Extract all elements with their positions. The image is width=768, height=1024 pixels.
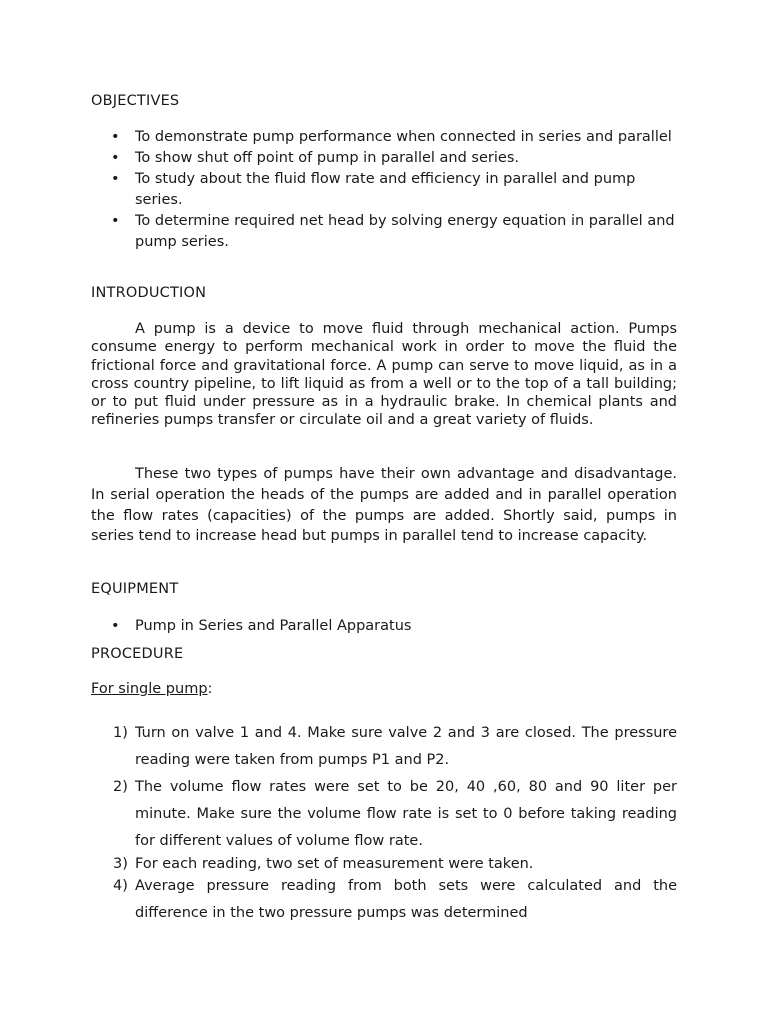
procedure-step <box>91 873 677 927</box>
step-number: 4) <box>113 878 128 894</box>
procedure-step <box>91 720 677 774</box>
step-text: For each reading, two set of measurement were taken. <box>135 856 534 872</box>
step-text: The volume flow rates were set to be 20, 40 ,60, 80 and 90 liter per minute. Make sure the volume flow rate is set to 0 before taking reading for different values of volume flow rate. <box>135 779 677 849</box>
step-text: Average pressure reading from both sets were calculated and the difference in the two pressure pumps was determined <box>135 878 677 921</box>
introduction-heading: INTRODUCTION <box>91 285 207 301</box>
objective-item: • To show shut off point of pump in parallel and series. <box>91 148 681 169</box>
step-number: 1) <box>113 725 128 741</box>
introduction-paragraph: These two types of pumps have their own advantage and disadvantage. In serial operation the heads of the pumps are added and in parallel operation the flow rates (capacities) of the pumps are added. Shortly said, pumps in series tend to increase head but pumps in parallel tend to increase capacity. <box>91 466 677 545</box>
step-number: 3) <box>113 856 128 872</box>
procedure-step <box>91 855 677 873</box>
equipment-item: • Pump in Series and Parallel Apparatus <box>91 616 681 637</box>
sub-label-suffix: : <box>207 681 213 697</box>
objective-item: • To demonstrate pump performance when connected in series and parallel <box>91 127 681 148</box>
equipment-list <box>91 616 681 637</box>
objective-item: • To determine required net head by solving energy equation in parallel and pump series. <box>91 211 681 253</box>
step-number: 2) <box>113 779 128 795</box>
objectives-heading: OBJECTIVES <box>91 93 180 109</box>
procedure-steps <box>91 720 677 927</box>
sub-label-text: For single pump <box>91 681 208 697</box>
step-text: Turn on valve 1 and 4. Make sure valve 2 and 3 are closed. The pressure reading were taken from pumps P1 and P2. <box>135 725 677 768</box>
equipment-heading: EQUIPMENT <box>91 581 179 597</box>
procedure-sub-label <box>91 681 212 697</box>
procedure-step <box>91 774 677 855</box>
introduction-paragraph: A pump is a device to move fluid through mechanical action. Pumps consume energy to perform mechanical work in order to move the fluid the frictional force and gravitational force. A pump can serve to move liquid, as in a cross country pipeline, to lift liquid as from a well or to the top of a tall building; or to put fluid under pressure as in a hydraulic brake. In chemical plants and refineries pumps transfer or circulate oil and a great variety of fluids. <box>91 321 677 429</box>
objective-item: • To study about the fluid flow rate and efficiency in parallel and pump series. <box>91 169 681 211</box>
procedure-heading: PROCEDURE <box>91 646 184 662</box>
objectives-list <box>91 127 681 253</box>
